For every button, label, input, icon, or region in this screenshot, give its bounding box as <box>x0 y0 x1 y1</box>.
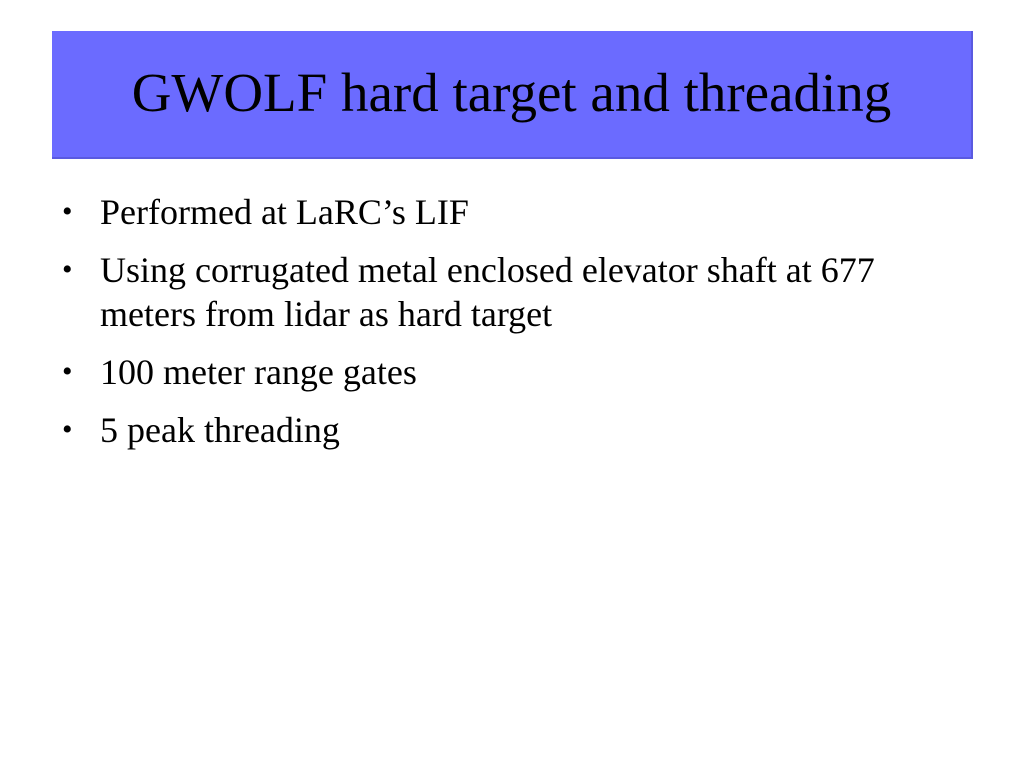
bullet-text: Performed at LaRC’s LIF <box>100 192 469 232</box>
bullet-item <box>58 190 978 234</box>
bullet-item <box>58 248 978 336</box>
slide-title-banner <box>52 31 973 159</box>
bullet-item <box>58 408 978 452</box>
bullet-text: 100 meter range gates <box>100 352 417 392</box>
bullet-dot-icon: • <box>62 195 73 228</box>
bullet-dot-icon: • <box>62 413 73 446</box>
slide-title: GWOLF hard target and threading <box>131 61 892 123</box>
bullet-list <box>58 190 978 466</box>
bullet-dot-icon: • <box>62 253 73 286</box>
bullet-text: 5 peak threading <box>100 410 340 450</box>
bullet-item <box>58 350 978 394</box>
bullet-text: Using corrugated metal enclosed elevator shaft at 677 meters from lidar as hard target <box>100 250 875 334</box>
bullet-dot-icon: • <box>62 355 73 388</box>
